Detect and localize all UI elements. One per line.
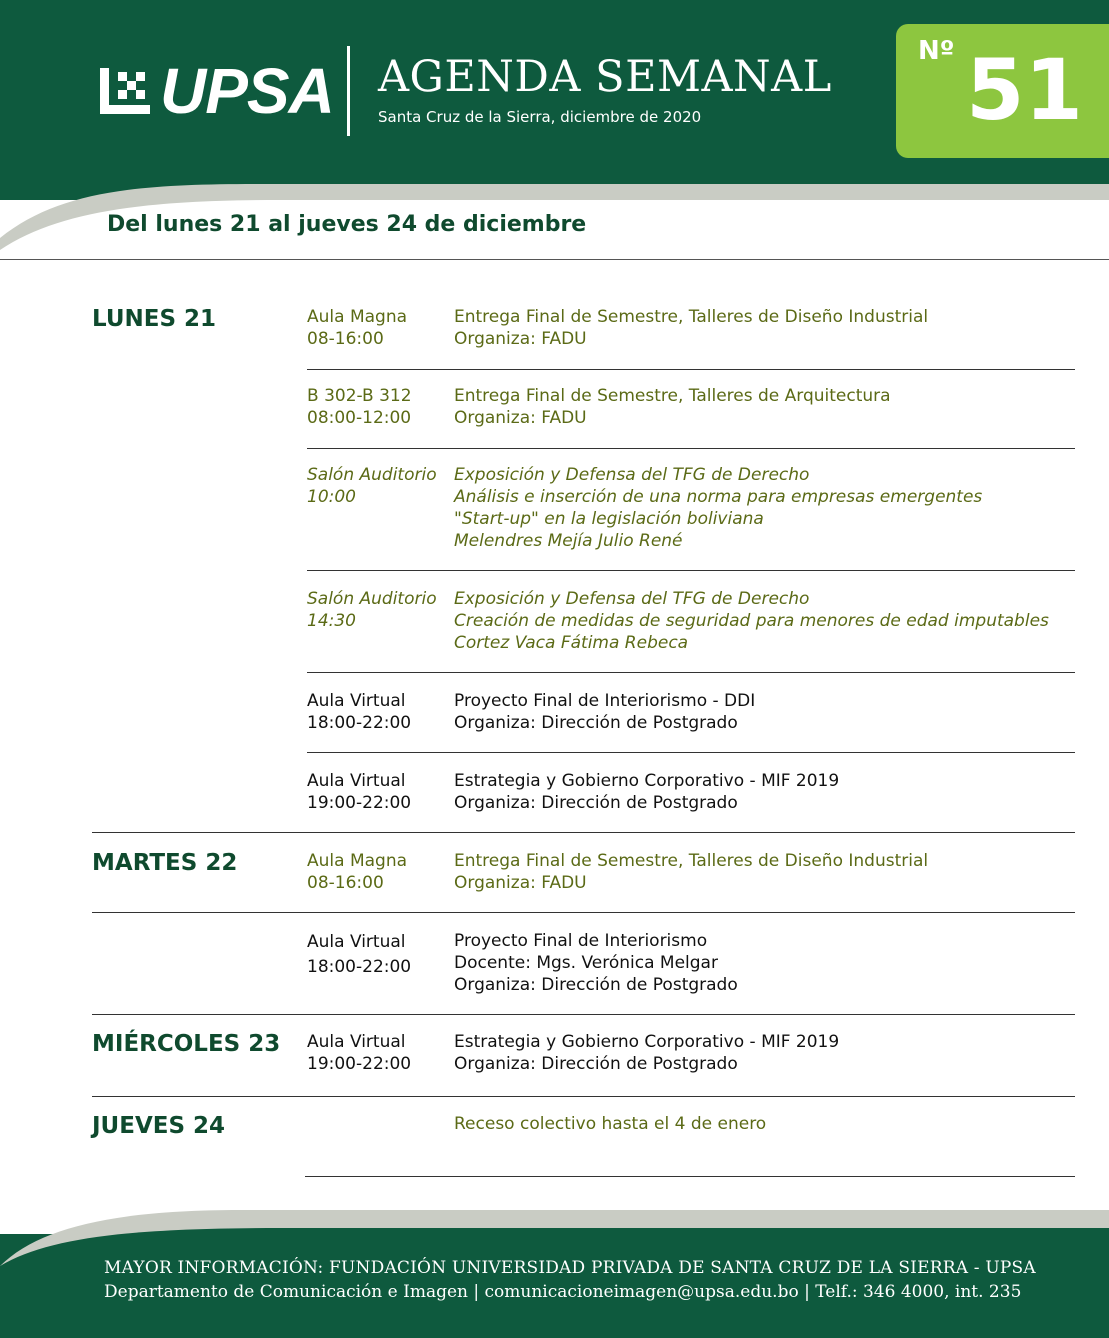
event-organizer: Organiza: Dirección de Postgrado — [454, 713, 738, 733]
event-time: 08:00-12:00 — [307, 408, 412, 428]
logo-text: UPSA — [160, 55, 334, 127]
footer-title: MAYOR INFORMACIÓN: FUNDACIÓN UNIVERSIDAD PRIVADA DE SANTA CRUZ DE LA SIERRA - UPSA — [104, 1258, 1036, 1278]
event-description — [454, 1031, 1074, 1075]
event-presenter: Cortez Vaca Fátima Rebeca — [454, 633, 689, 653]
event-location: Aula Magna — [307, 307, 408, 327]
day-label-thursday: JUEVES 24 — [92, 1113, 226, 1139]
event-time: 19:00-22:00 — [307, 1054, 412, 1074]
row-divider — [307, 369, 1075, 370]
event-organizer: Organiza: Dirección de Postgrado — [454, 1054, 738, 1074]
event-organizer: Organiza: FADU — [454, 408, 587, 428]
event-title: Proyecto Final de Interiorismo - DDI — [454, 691, 756, 711]
event-location: Aula Virtual — [307, 771, 406, 791]
event-location: Aula Virtual — [307, 1032, 406, 1052]
day-divider — [92, 832, 1075, 833]
event-place — [307, 850, 447, 894]
event-place — [307, 588, 447, 632]
event-place — [307, 385, 447, 429]
footer-department: Departamento de Comunicación e Imagen — [104, 1282, 468, 1302]
row-divider — [307, 448, 1075, 449]
event-title: Exposición y Defensa del TFG de Derecho — [454, 589, 810, 609]
event-title: Estrategia y Gobierno Corporativo - MIF 2019 — [454, 771, 840, 791]
day-divider — [92, 1096, 1075, 1097]
event-title: Entrega Final de Semestre, Talleres de Diseño Industrial — [454, 851, 929, 871]
event-description — [454, 850, 1074, 894]
event-thesis-title: Creación de medidas de seguridad para menores de edad imputables — [454, 611, 1049, 631]
event-title: Exposición y Defensa del TFG de Derecho — [454, 465, 810, 485]
event-time: 19:00-22:00 — [307, 793, 412, 813]
event-time: 08-16:00 — [307, 329, 384, 349]
event-place — [307, 464, 447, 508]
footer — [0, 1206, 1109, 1338]
event-description — [454, 690, 1074, 734]
event-place — [307, 770, 447, 814]
issue-label: Nº — [918, 36, 955, 66]
event-organizer: Organiza: Dirección de Postgrado — [454, 975, 738, 995]
event-time: 18:00-22:00 — [307, 957, 412, 977]
row-divider — [307, 672, 1075, 673]
event-place — [307, 690, 447, 734]
row-divider — [92, 912, 1075, 913]
event-title: Entrega Final de Semestre, Talleres de Arquitectura — [454, 386, 891, 406]
row-divider — [307, 570, 1075, 571]
footer-contact — [104, 1282, 1021, 1302]
event-location: Salón Auditorio — [307, 465, 437, 485]
header — [0, 0, 1109, 262]
event-title: Proyecto Final de Interiorismo — [454, 931, 708, 951]
event-title: Receso colectivo hasta el 4 de enero — [454, 1114, 767, 1134]
event-description — [454, 306, 1074, 350]
event-title: Entrega Final de Semestre, Talleres de Diseño Industrial — [454, 307, 929, 327]
page-title: AGENDA SEMANAL — [378, 52, 832, 102]
event-place — [307, 306, 447, 350]
event-teacher: Docente: Mgs. Verónica Melgar — [454, 953, 718, 973]
issue-number: 51 — [966, 41, 1083, 139]
event-description — [454, 385, 1074, 429]
event-location: Salón Auditorio — [307, 589, 437, 609]
footer-email[interactable]: comunicacioneimagen@upsa.edu.bo — [484, 1282, 799, 1302]
event-description — [454, 770, 1074, 814]
event-time: 14:30 — [307, 611, 356, 631]
event-location: Aula Magna — [307, 851, 408, 871]
day-label-wednesday: MIÉRCOLES 23 — [92, 1031, 281, 1057]
event-presenter: Melendres Mejía Julio René — [454, 531, 683, 551]
event-time: 10:00 — [307, 487, 356, 507]
header-divider — [347, 46, 350, 136]
event-time: 18:00-22:00 — [307, 713, 412, 733]
event-description — [454, 588, 1074, 654]
event-place — [307, 930, 447, 980]
event-location: B 302-B 312 — [307, 386, 412, 406]
event-description — [454, 930, 1074, 996]
event-time: 08-16:00 — [307, 873, 384, 893]
day-label-monday: LUNES 21 — [92, 306, 217, 332]
page-subtitle: Santa Cruz de la Sierra, diciembre de 2020 — [378, 108, 702, 126]
day-label-tuesday: MARTES 22 — [92, 850, 238, 876]
event-location: Aula Virtual — [307, 932, 406, 952]
row-divider — [305, 1176, 1075, 1177]
event-title: Estrategia y Gobierno Corporativo - MIF 2019 — [454, 1032, 840, 1052]
event-description — [454, 1113, 1074, 1135]
row-divider — [307, 752, 1075, 753]
upsa-emblem-icon — [98, 64, 152, 118]
day-divider — [92, 1014, 1075, 1015]
event-organizer: Organiza: Dirección de Postgrado — [454, 793, 738, 813]
footer-separator: | — [473, 1282, 485, 1302]
event-organizer: Organiza: FADU — [454, 329, 587, 349]
issue-badge — [896, 24, 1109, 158]
header-swoosh — [0, 150, 1109, 262]
footer-swoosh — [0, 1206, 1109, 1266]
date-range: Del lunes 21 al jueves 24 de diciembre — [107, 212, 587, 237]
event-thesis-title-cont: "Start-up" en la legislación boliviana — [454, 509, 764, 529]
event-place — [307, 1031, 447, 1075]
event-description — [454, 464, 1074, 552]
upsa-logo — [98, 55, 334, 127]
footer-phone: Telf.: 346 4000, int. 235 — [815, 1282, 1022, 1302]
header-rule — [0, 259, 1109, 260]
footer-separator: | — [804, 1282, 816, 1302]
event-thesis-title: Análisis e inserción de una norma para empresas emergentes — [454, 487, 983, 507]
event-location: Aula Virtual — [307, 691, 406, 711]
event-organizer: Organiza: FADU — [454, 873, 587, 893]
